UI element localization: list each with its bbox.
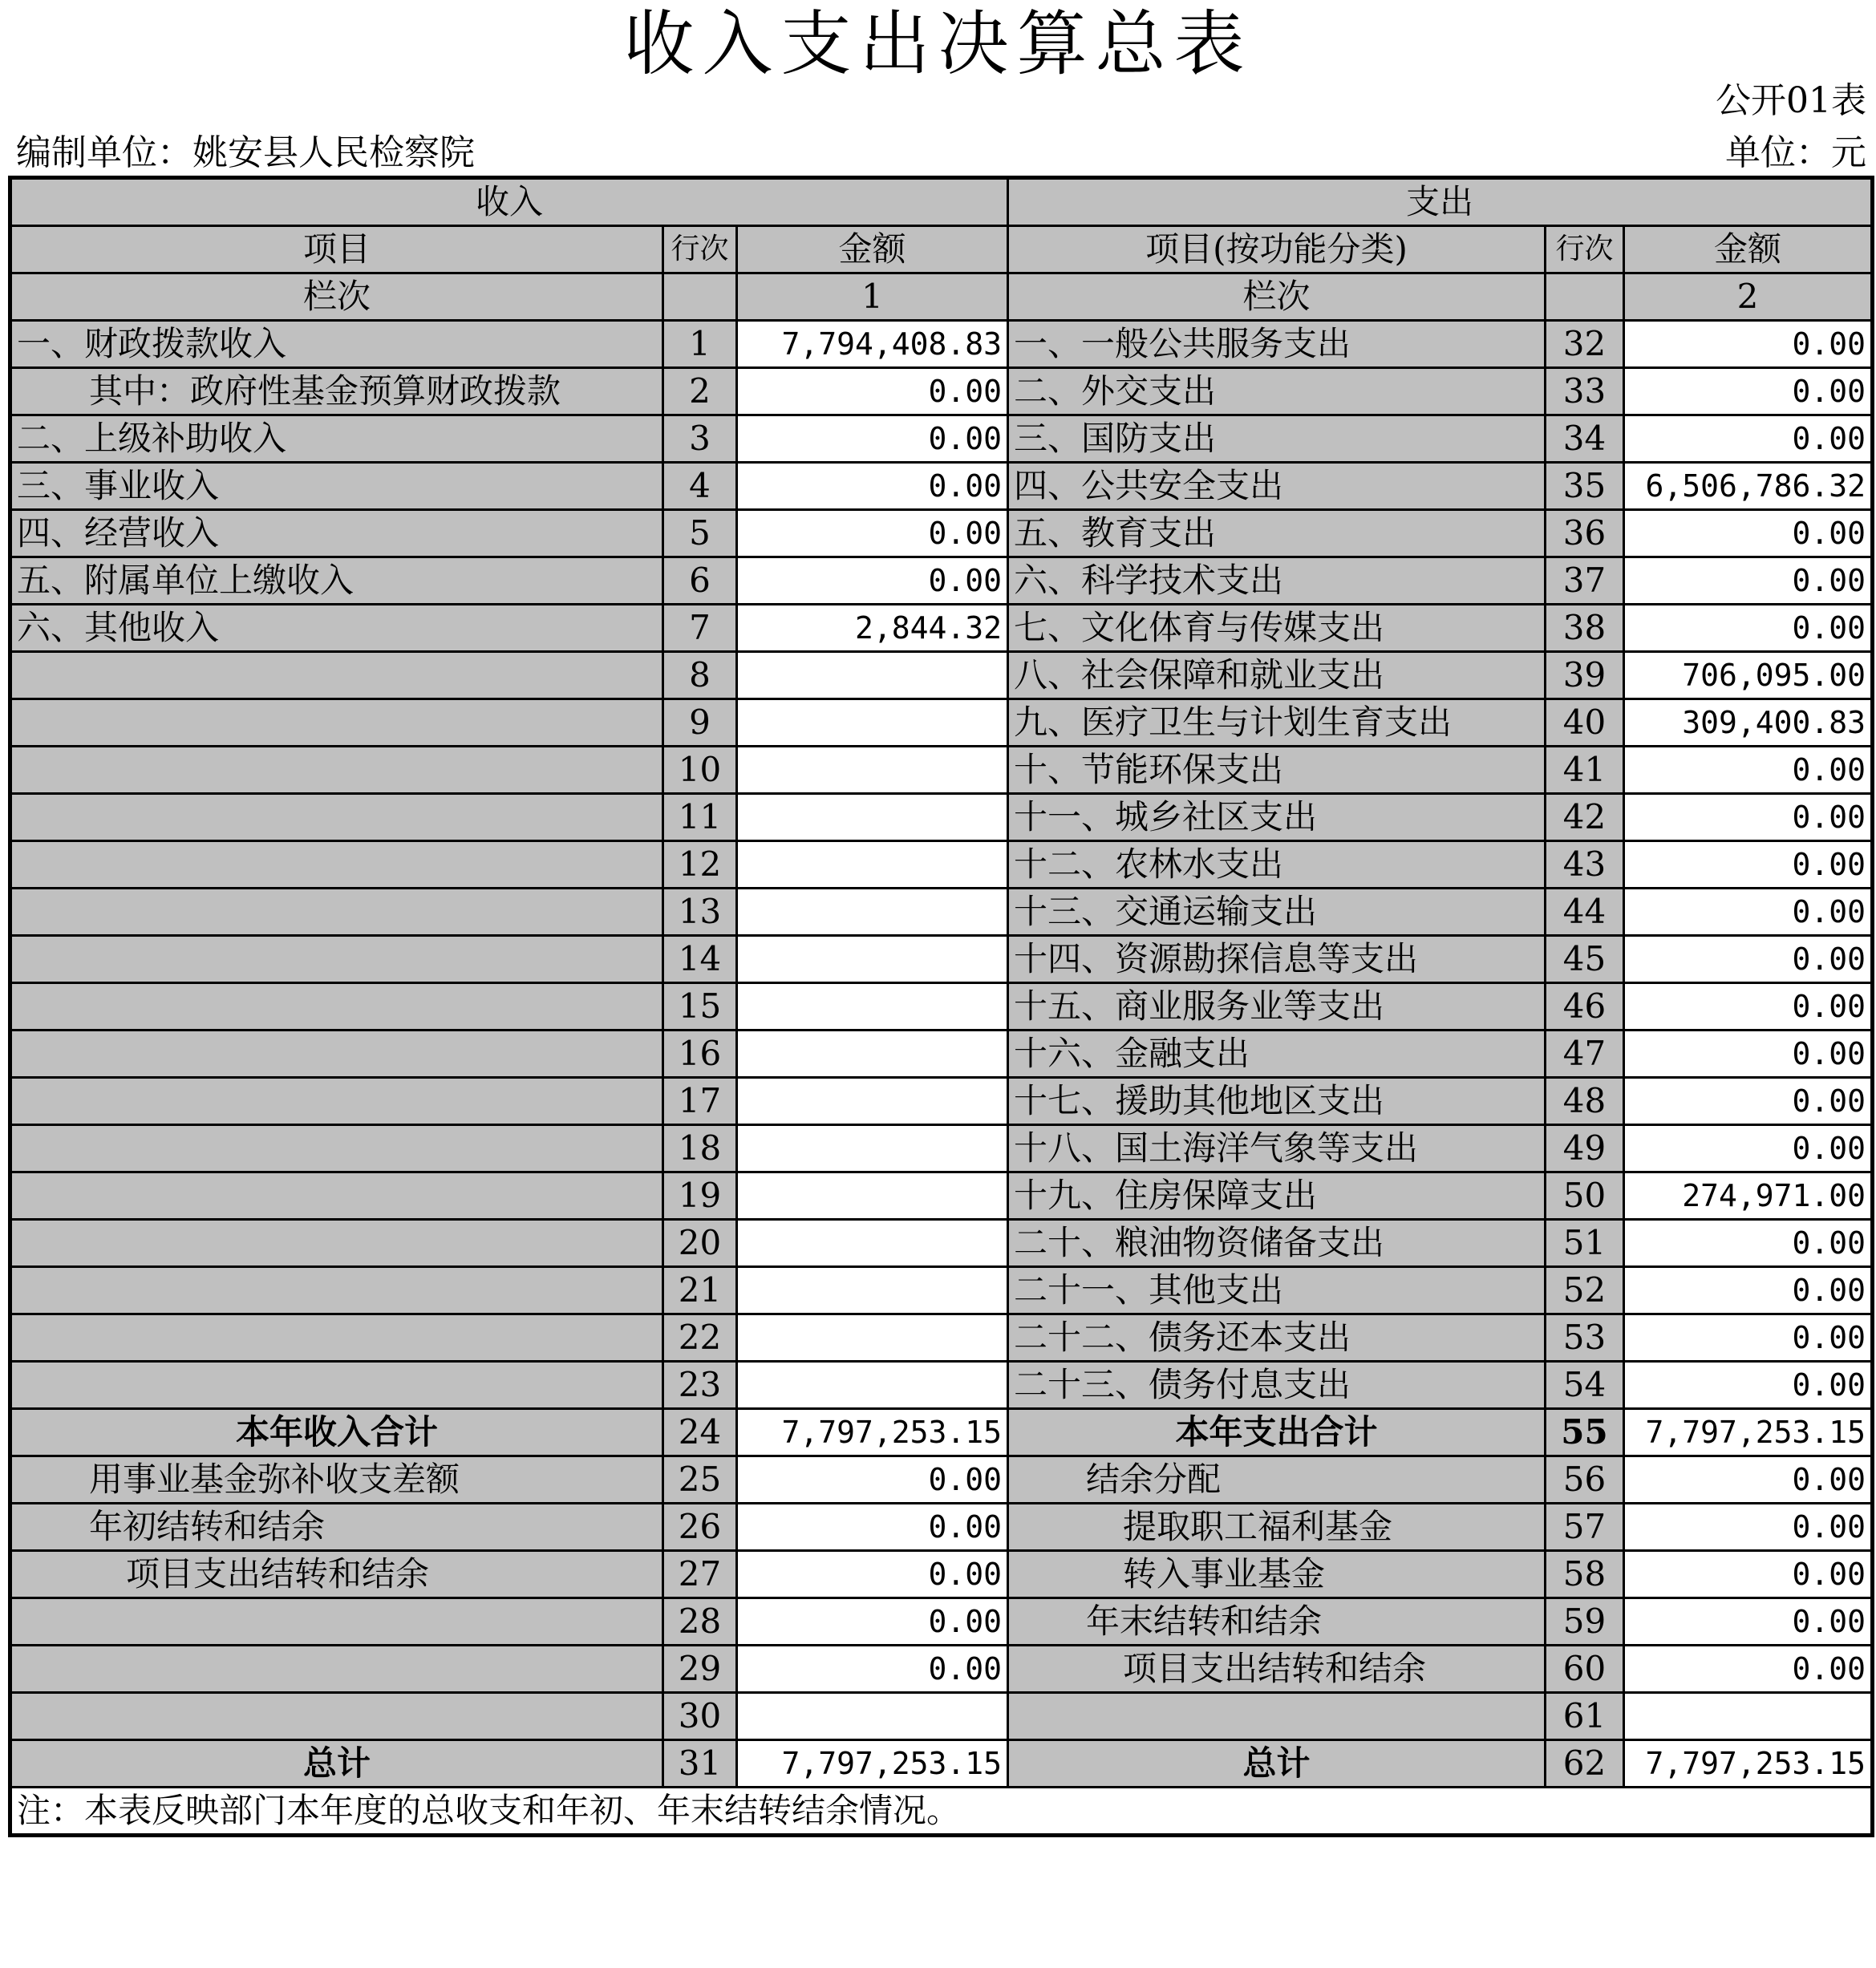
expense-line-cell: 62: [1546, 1740, 1624, 1788]
income-amount-cell: 7,797,253.15: [737, 1740, 1008, 1788]
table-row: [10, 936, 1873, 983]
income-line-cell: 10: [663, 747, 737, 794]
expense-item-cell: 五、教育支出: [1008, 510, 1546, 557]
income-line-cell: 16: [663, 1031, 737, 1078]
income-line-cell: 21: [663, 1267, 737, 1314]
income-line-cell: 23: [663, 1362, 737, 1409]
income-amount-cell: [737, 1267, 1008, 1314]
expense-amount-cell: 0.00: [1624, 1314, 1873, 1362]
expense-item-cell: 本年支出合计: [1008, 1409, 1546, 1456]
income-amount-header: 金额: [737, 226, 1008, 273]
income-line-cell: 11: [663, 794, 737, 841]
expense-amount-cell: 6,506,786.32: [1624, 463, 1873, 510]
table-row: [10, 1314, 1873, 1362]
income-item-cell: [10, 936, 663, 983]
expense-line-cell: 53: [1546, 1314, 1624, 1362]
income-line-cell: 8: [663, 652, 737, 699]
expense-line-cell: 35: [1546, 463, 1624, 510]
expense-item-cell: 六、科学技术支出: [1008, 557, 1546, 605]
table-row: [10, 1078, 1873, 1125]
income-line-cell: 2: [663, 368, 737, 415]
income-amount-cell: [737, 936, 1008, 983]
income-line-cell: 28: [663, 1598, 737, 1646]
income-line-cell: 4: [663, 463, 737, 510]
income-item-cell: [10, 889, 663, 936]
expense-amount-cell: 0.00: [1624, 747, 1873, 794]
expense-line-cell: 59: [1546, 1598, 1624, 1646]
income-item-cell: 其中：政府性基金预算财政拨款: [10, 368, 663, 415]
expense-item-cell: 二、外交支出: [1008, 368, 1546, 415]
income-line-cell: 19: [663, 1172, 737, 1220]
income-line-cell: 15: [663, 983, 737, 1031]
expense-item-cell: 二十一、其他支出: [1008, 1267, 1546, 1314]
expense-amount-cell: 0.00: [1624, 510, 1873, 557]
income-item-cell: [10, 1172, 663, 1220]
expense-line-cell: 42: [1546, 794, 1624, 841]
expense-item-cell: 三、国防支出: [1008, 415, 1546, 463]
income-item-cell: [10, 1598, 663, 1646]
income-amount-cell: 0.00: [737, 1598, 1008, 1646]
income-item-cell: [10, 1031, 663, 1078]
income-amount-cell: [737, 794, 1008, 841]
expense-amount-cell: 0.00: [1624, 1220, 1873, 1267]
expense-amount-cell: 0.00: [1624, 936, 1873, 983]
table-row: [10, 1504, 1873, 1551]
expense-item-cell: 总计: [1008, 1740, 1546, 1788]
expense-line-cell: 40: [1546, 699, 1624, 747]
report-title: 收入支出决算总表: [623, 2, 1253, 85]
expense-amount-cell: 0.00: [1624, 1646, 1873, 1693]
expense-item-cell: 十七、援助其他地区支出: [1008, 1078, 1546, 1125]
income-line-cell: 27: [663, 1551, 737, 1598]
expense-line-cell: 55: [1546, 1409, 1624, 1456]
expense-item-cell: 提取职工福利基金: [1008, 1504, 1546, 1551]
income-amount-cell: [737, 1693, 1008, 1740]
expense-line-cell: 56: [1546, 1456, 1624, 1504]
expense-col-blank: [1546, 273, 1624, 321]
income-amount-cell: [737, 983, 1008, 1031]
table-row: [10, 1172, 1873, 1220]
expense-item-cell: 二十三、债务付息支出: [1008, 1362, 1546, 1409]
income-amount-cell: 0.00: [737, 510, 1008, 557]
income-item-cell: [10, 1220, 663, 1267]
income-line-cell: 31: [663, 1740, 737, 1788]
income-item-cell: [10, 1646, 663, 1693]
income-line-cell: 18: [663, 1125, 737, 1172]
income-item-cell: [10, 1314, 663, 1362]
expense-line-cell: 57: [1546, 1504, 1624, 1551]
income-amount-cell: 0.00: [737, 368, 1008, 415]
income-line-cell: 24: [663, 1409, 737, 1456]
table-row: [10, 321, 1873, 368]
income-line-cell: 29: [663, 1646, 737, 1693]
table-row: [10, 1456, 1873, 1504]
income-item-cell: [10, 794, 663, 841]
expense-item-cell: 四、公共安全支出: [1008, 463, 1546, 510]
expense-line-cell: 51: [1546, 1220, 1624, 1267]
expense-line-cell: 32: [1546, 321, 1624, 368]
expense-item-cell: 二十、粮油物资储备支出: [1008, 1220, 1546, 1267]
income-amount-cell: [737, 889, 1008, 936]
expense-amount-cell: 0.00: [1624, 1504, 1873, 1551]
expense-line-cell: 54: [1546, 1362, 1624, 1409]
income-section-header: 收入: [10, 178, 1008, 226]
income-amount-cell: 0.00: [737, 1504, 1008, 1551]
income-line-cell: 5: [663, 510, 737, 557]
income-line-cell: 17: [663, 1078, 737, 1125]
income-amount-cell: [737, 1172, 1008, 1220]
expense-amount-cell: 0.00: [1624, 557, 1873, 605]
expense-amount-cell: 0.00: [1624, 1598, 1873, 1646]
income-item-cell: [10, 983, 663, 1031]
income-line-cell: 26: [663, 1504, 737, 1551]
income-amount-cell: 7,797,253.15: [737, 1409, 1008, 1456]
income-amount-cell: [737, 747, 1008, 794]
income-amount-cell: [737, 841, 1008, 889]
income-col-number: 1: [737, 273, 1008, 321]
expense-amount-cell: 7,797,253.15: [1624, 1740, 1873, 1788]
income-line-cell: 1: [663, 321, 737, 368]
expense-item-cell: 十三、交通运输支出: [1008, 889, 1546, 936]
income-item-cell: [10, 1693, 663, 1740]
income-amount-cell: [737, 1314, 1008, 1362]
income-line-header: 行次: [663, 226, 737, 273]
expense-line-cell: 37: [1546, 557, 1624, 605]
income-line-cell: 13: [663, 889, 737, 936]
expense-amount-cell: 309,400.83: [1624, 699, 1873, 747]
income-amount-cell: 7,794,408.83: [737, 321, 1008, 368]
table-row: [10, 368, 1873, 415]
income-item-cell: [10, 1267, 663, 1314]
income-item-cell: 四、经营收入: [10, 510, 663, 557]
expense-line-cell: 52: [1546, 1267, 1624, 1314]
expense-line-cell: 58: [1546, 1551, 1624, 1598]
expense-item-cell: 年末结转和结余: [1008, 1598, 1546, 1646]
expense-amount-cell: [1624, 1693, 1873, 1740]
income-item-cell: [10, 1362, 663, 1409]
income-item-cell: [10, 699, 663, 747]
income-amount-cell: 0.00: [737, 557, 1008, 605]
expense-line-header: 行次: [1546, 226, 1624, 273]
expense-amount-cell: 7,797,253.15: [1624, 1409, 1873, 1456]
expense-col-label: 栏次: [1008, 273, 1546, 321]
expense-item-cell: 项目支出结转和结余: [1008, 1646, 1546, 1693]
table-row: [10, 983, 1873, 1031]
income-col-blank: [663, 273, 737, 321]
expense-item-cell: 十二、农林水支出: [1008, 841, 1546, 889]
income-item-cell: [10, 747, 663, 794]
income-line-cell: 14: [663, 936, 737, 983]
income-amount-cell: 0.00: [737, 1456, 1008, 1504]
income-amount-cell: [737, 652, 1008, 699]
expense-line-cell: 46: [1546, 983, 1624, 1031]
income-line-cell: 25: [663, 1456, 737, 1504]
income-item-cell: [10, 841, 663, 889]
expense-item-cell: 转入事业基金: [1008, 1551, 1546, 1598]
income-line-cell: 7: [663, 605, 737, 652]
table-row: [10, 889, 1873, 936]
expense-amount-cell: 0.00: [1624, 1031, 1873, 1078]
income-line-cell: 3: [663, 415, 737, 463]
income-amount-cell: 0.00: [737, 1551, 1008, 1598]
expense-line-cell: 49: [1546, 1125, 1624, 1172]
expense-line-cell: 47: [1546, 1031, 1624, 1078]
table-row: [10, 1646, 1873, 1693]
income-item-cell: 本年收入合计: [10, 1409, 663, 1456]
section-header-row: [10, 178, 1873, 226]
expense-amount-cell: 0.00: [1624, 1456, 1873, 1504]
income-line-cell: 20: [663, 1220, 737, 1267]
expense-section-header: 支出: [1008, 178, 1873, 226]
expense-line-cell: 43: [1546, 841, 1624, 889]
income-amount-cell: 0.00: [737, 1646, 1008, 1693]
table-row: [10, 1031, 1873, 1078]
table-row: [10, 510, 1873, 557]
table-row: [10, 1693, 1873, 1740]
income-amount-cell: 0.00: [737, 463, 1008, 510]
expense-amount-cell: 0.00: [1624, 415, 1873, 463]
income-item-cell: 六、其他收入: [10, 605, 663, 652]
expense-amount-cell: 0.00: [1624, 368, 1873, 415]
expense-item-cell: 结余分配: [1008, 1456, 1546, 1504]
expense-line-cell: 45: [1546, 936, 1624, 983]
table-row: [10, 652, 1873, 699]
income-item-cell: 五、附属单位上缴收入: [10, 557, 663, 605]
year-total-row: [10, 1409, 1873, 1456]
income-amount-cell: [737, 1125, 1008, 1172]
table-row: [10, 415, 1873, 463]
expense-line-cell: 48: [1546, 1078, 1624, 1125]
income-expense-table: [8, 176, 1874, 1837]
expense-line-cell: 33: [1546, 368, 1624, 415]
expense-amount-cell: 0.00: [1624, 1551, 1873, 1598]
income-line-cell: 9: [663, 699, 737, 747]
income-amount-cell: [737, 1362, 1008, 1409]
expense-amount-cell: 0.00: [1624, 794, 1873, 841]
table-row: [10, 1267, 1873, 1314]
income-amount-cell: 0.00: [737, 415, 1008, 463]
expense-line-cell: 41: [1546, 747, 1624, 794]
income-item-cell: 总计: [10, 1740, 663, 1788]
income-item-cell: 一、财政拨款收入: [10, 321, 663, 368]
expense-item-cell: 八、社会保障和就业支出: [1008, 652, 1546, 699]
table-row: [10, 699, 1873, 747]
expense-amount-cell: 0.00: [1624, 321, 1873, 368]
expense-line-cell: 60: [1546, 1646, 1624, 1693]
expense-amount-cell: 0.00: [1624, 1267, 1873, 1314]
income-line-cell: 22: [663, 1314, 737, 1362]
expense-col-number: 2: [1624, 273, 1873, 321]
table-row: [10, 1598, 1873, 1646]
income-col-label: 栏次: [10, 273, 663, 321]
expense-item-cell: 十八、国土海洋气象等支出: [1008, 1125, 1546, 1172]
table-row: [10, 557, 1873, 605]
income-amount-cell: [737, 1078, 1008, 1125]
expense-item-cell: 一、一般公共服务支出: [1008, 321, 1546, 368]
table-row: [10, 747, 1873, 794]
table-row: [10, 605, 1873, 652]
expense-line-cell: 36: [1546, 510, 1624, 557]
income-amount-cell: [737, 699, 1008, 747]
income-item-cell: 用事业基金弥补收支差额: [10, 1456, 663, 1504]
grand-total-row: [10, 1740, 1873, 1788]
expense-amount-cell: 0.00: [1624, 605, 1873, 652]
table-note: 注：本表反映部门本年度的总收支和年初、年末结转结余情况。: [10, 1788, 1873, 1836]
expense-item-cell: 十一、城乡社区支出: [1008, 794, 1546, 841]
expense-item-cell: 七、文化体育与传媒支出: [1008, 605, 1546, 652]
expense-amount-cell: 0.00: [1624, 1125, 1873, 1172]
table-row: [10, 1362, 1873, 1409]
table-row: [10, 841, 1873, 889]
expense-item-cell: 九、医疗卫生与计划生育支出: [1008, 699, 1546, 747]
table-row: [10, 794, 1873, 841]
expense-item-cell: 十四、资源勘探信息等支出: [1008, 936, 1546, 983]
expense-item-cell: 十、节能环保支出: [1008, 747, 1546, 794]
income-line-cell: 30: [663, 1693, 737, 1740]
expense-amount-cell: 0.00: [1624, 1362, 1873, 1409]
column-header-row: [10, 226, 1873, 273]
income-item-cell: [10, 1078, 663, 1125]
table-row: [10, 1551, 1873, 1598]
income-amount-cell: [737, 1031, 1008, 1078]
expense-item-cell: 十六、金融支出: [1008, 1031, 1546, 1078]
table-row: [10, 1220, 1873, 1267]
income-item-cell: 三、事业收入: [10, 463, 663, 510]
expense-amount-cell: 706,095.00: [1624, 652, 1873, 699]
table-row: [10, 1125, 1873, 1172]
income-line-cell: 6: [663, 557, 737, 605]
income-item-cell: [10, 1125, 663, 1172]
income-item-cell: 二、上级补助收入: [10, 415, 663, 463]
income-item-header: 项目: [10, 226, 663, 273]
expense-item-cell: 二十二、债务还本支出: [1008, 1314, 1546, 1362]
income-amount-cell: 2,844.32: [737, 605, 1008, 652]
income-line-cell: 12: [663, 841, 737, 889]
expense-amount-cell: 0.00: [1624, 983, 1873, 1031]
income-item-cell: 项目支出结转和结余: [10, 1551, 663, 1598]
expense-amount-cell: 0.00: [1624, 1078, 1873, 1125]
organization-label: 编制单位：姚安县人民检察院: [16, 132, 475, 173]
expense-item-cell: [1008, 1693, 1546, 1740]
expense-amount-cell: 0.00: [1624, 841, 1873, 889]
form-number: 公开01表: [1716, 80, 1866, 121]
income-amount-cell: [737, 1220, 1008, 1267]
expense-line-cell: 50: [1546, 1172, 1624, 1220]
expense-amount-cell: 0.00: [1624, 889, 1873, 936]
income-item-cell: 年初结转和结余: [10, 1504, 663, 1551]
expense-line-cell: 39: [1546, 652, 1624, 699]
table-row: [10, 463, 1873, 510]
expense-line-cell: 34: [1546, 415, 1624, 463]
note-row: [10, 1788, 1873, 1836]
expense-line-cell: 38: [1546, 605, 1624, 652]
income-item-cell: [10, 652, 663, 699]
expense-line-cell: 44: [1546, 889, 1624, 936]
expense-amount-header: 金额: [1624, 226, 1873, 273]
currency-unit-label: 单位：元: [1725, 132, 1866, 173]
column-index-row: [10, 273, 1873, 321]
expense-item-cell: 十五、商业服务业等支出: [1008, 983, 1546, 1031]
expense-line-cell: 61: [1546, 1693, 1624, 1740]
expense-item-cell: 十九、住房保障支出: [1008, 1172, 1546, 1220]
expense-amount-cell: 274,971.00: [1624, 1172, 1873, 1220]
expense-item-header: 项目(按功能分类): [1008, 226, 1546, 273]
